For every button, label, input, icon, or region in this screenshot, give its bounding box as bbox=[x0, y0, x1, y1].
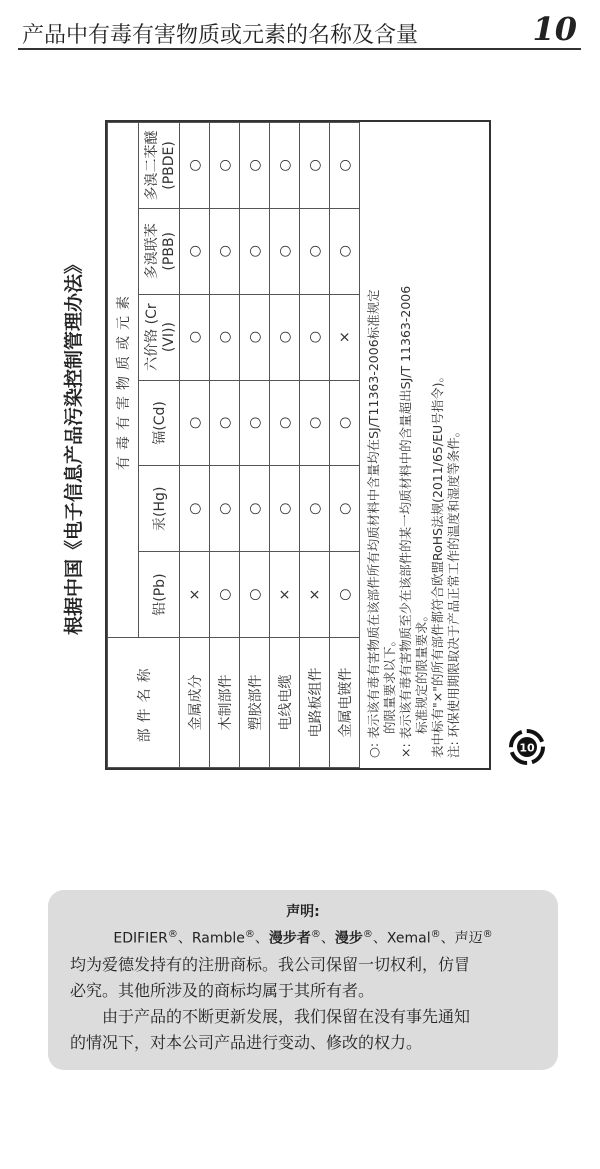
statement-box bbox=[48, 890, 558, 1070]
table-cell: ○ bbox=[270, 208, 300, 294]
table-cell: 金属电镀件 bbox=[330, 638, 360, 768]
page-title: 产品中有毒有害物质或元素的名称及含量 bbox=[22, 23, 419, 48]
table-cell: ○ bbox=[210, 380, 240, 466]
note-line: 标准规定的限量要求。 bbox=[414, 608, 429, 734]
brand-name: Xemal bbox=[386, 930, 431, 947]
col-header-pbb: 多溴联苯 (PBB) bbox=[139, 208, 180, 294]
table-row bbox=[270, 123, 300, 768]
brand-name: 漫步 bbox=[334, 930, 363, 947]
statement-text: 均为爱德发持有的注册商标。我公司保留一切权利，仿冒 bbox=[70, 954, 471, 974]
table-cell: ○ bbox=[270, 294, 300, 380]
table-row bbox=[240, 123, 270, 768]
brand-list: EDIFIER®、Ramble®、漫步者®、漫步®、Xemal®、声迈® bbox=[113, 929, 493, 947]
table-cell: 电路板组件 bbox=[300, 638, 330, 768]
table-cell: ○ bbox=[180, 123, 210, 209]
table-cell: ○ bbox=[210, 294, 240, 380]
col-header-cr6: 六价铬 (Cr (VI)) bbox=[139, 294, 180, 380]
table-cell: ○ bbox=[330, 552, 360, 638]
recycle-number: 10 bbox=[519, 741, 535, 755]
col-header-part-name: 部件名称 bbox=[108, 638, 180, 768]
table-cell: 电线电缆 bbox=[270, 638, 300, 768]
note-line: ○: 表示该有毒有害物质在该部件所有均质材料中含量均在SJ/T11363-2006标准规定 bbox=[366, 289, 381, 758]
statement-title: 声明: bbox=[286, 904, 320, 920]
table-cell: ○ bbox=[330, 208, 360, 294]
table-cell: ○ bbox=[240, 380, 270, 466]
rotated-table-section bbox=[55, 120, 495, 770]
table-cell: ○ bbox=[180, 466, 210, 552]
group-header: 有毒有害物质或元素 bbox=[108, 123, 139, 638]
statement-text: 的情况下，对本公司产品进行变动、修改的权力。 bbox=[70, 1032, 423, 1052]
note-line: 表中标有"×"的所有部件都符合欧盟RoHS法规(2011/65/EU号指令)。 bbox=[430, 369, 445, 758]
table-cell: ○ bbox=[270, 380, 300, 466]
table-cell: ○ bbox=[300, 123, 330, 209]
table-row bbox=[210, 123, 240, 768]
statement-text: 必究。其他所涉及的商标均属于其所有者。 bbox=[70, 980, 375, 1000]
table-cell: × bbox=[300, 552, 330, 638]
table-cell: ○ bbox=[240, 208, 270, 294]
brand-name: 漫步者 bbox=[268, 930, 311, 947]
table-cell: ○ bbox=[300, 294, 330, 380]
table-notes bbox=[360, 122, 468, 768]
col-header-hg: 汞(Hg) bbox=[139, 466, 180, 552]
brand-name: EDIFIER bbox=[113, 930, 168, 947]
table-cell: ○ bbox=[240, 294, 270, 380]
note-line: 的限量要求以下。 bbox=[382, 633, 397, 734]
recycle-period-icon bbox=[508, 728, 546, 766]
col-header-cd: 镉(Cd) bbox=[139, 380, 180, 466]
table-cell: × bbox=[270, 552, 300, 638]
brand-name: Ramble bbox=[191, 930, 245, 947]
table-cell: ○ bbox=[240, 123, 270, 209]
table-cell: ○ bbox=[330, 123, 360, 209]
hazardous-substance-table bbox=[107, 122, 360, 768]
table-cell: ○ bbox=[300, 380, 330, 466]
table-cell: ○ bbox=[210, 123, 240, 209]
note-line: 注: 环保使用期限取决于产品正常工作的温度和湿度等条件。 bbox=[446, 424, 461, 758]
table-cell: ○ bbox=[330, 380, 360, 466]
table-cell: ○ bbox=[270, 466, 300, 552]
col-header-pbde: 多溴二苯醚 (PBDE) bbox=[139, 123, 180, 209]
table-cell: ○ bbox=[180, 294, 210, 380]
table-cell: × bbox=[330, 294, 360, 380]
table-cell: 金属成分 bbox=[180, 638, 210, 768]
table-cell: ○ bbox=[210, 466, 240, 552]
page-header bbox=[18, 12, 581, 50]
regulation-title: 根据中国《电子信息产品污染控制管理办法》 bbox=[63, 255, 85, 636]
brand-name: 声迈 bbox=[454, 930, 483, 947]
page-number: 10 bbox=[532, 10, 577, 48]
table-cell: ○ bbox=[240, 552, 270, 638]
table-cell: ○ bbox=[180, 380, 210, 466]
table-cell: ○ bbox=[180, 208, 210, 294]
table-cell: ○ bbox=[210, 552, 240, 638]
table-cell: 塑胶部件 bbox=[240, 638, 270, 768]
table-cell: ○ bbox=[300, 466, 330, 552]
note-line: ×: 表示该有毒有害物质至少在该部件的某一均质材料中的含量超出SJ/T 11363-2006 bbox=[398, 285, 413, 758]
table-cell: ○ bbox=[300, 208, 330, 294]
col-header-pb: 铅(Pb) bbox=[139, 552, 180, 638]
table-row bbox=[300, 123, 330, 768]
table-row bbox=[330, 123, 360, 768]
table-cell: ○ bbox=[210, 208, 240, 294]
table-cell: ○ bbox=[330, 466, 360, 552]
table-cell: × bbox=[180, 552, 210, 638]
hazard-table-box bbox=[105, 120, 491, 770]
table-cell: 木制部件 bbox=[210, 638, 240, 768]
table-cell: ○ bbox=[240, 466, 270, 552]
table-row bbox=[180, 123, 210, 768]
table-cell: ○ bbox=[270, 123, 300, 209]
statement-text: 由于产品的不断更新发展，我们保留在没有事先通知 bbox=[102, 1006, 471, 1026]
